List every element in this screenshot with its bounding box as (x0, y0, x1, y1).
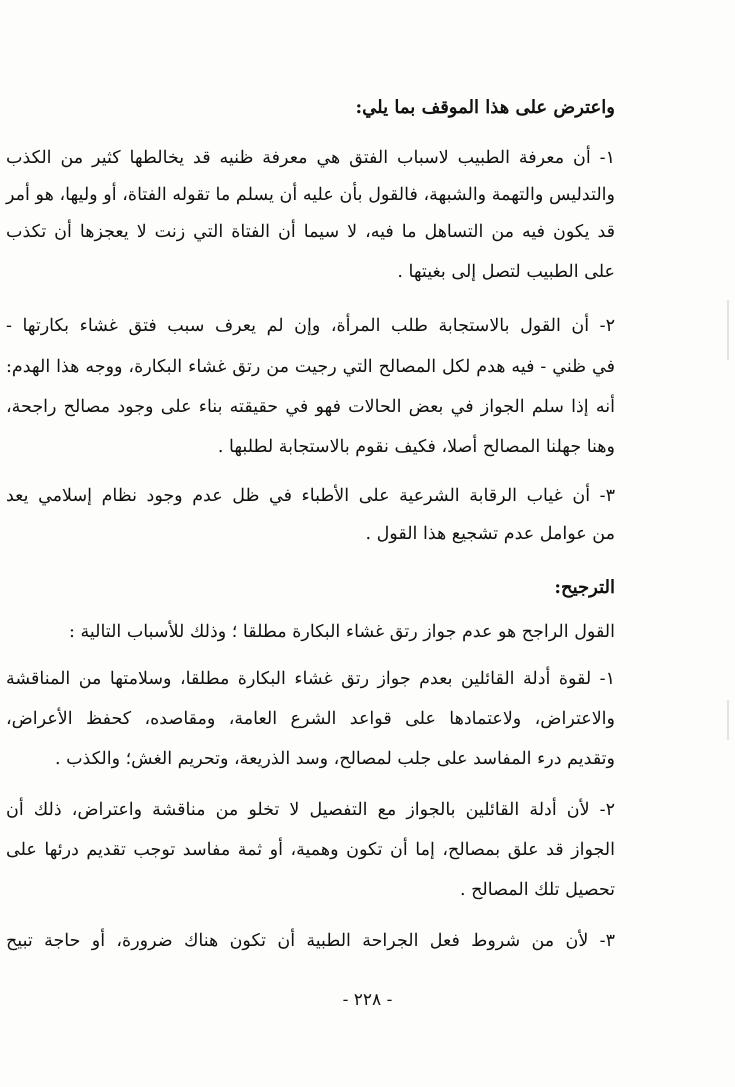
reason-2-line-3: تحصيل تلك المصالح . (460, 880, 615, 900)
reason-3-line-1: ٣- لأن من شروط فعل الجراحة الطبية أن تكون هناك ضرورة، أو حاجة تبيح (6, 931, 615, 951)
scan-edge-mark (727, 300, 729, 360)
reason-1-line-2: والاعتراض، ولاعتمادها على قواعد الشرع العامة، ومقاصده، كحفظ الأعراض، (6, 709, 615, 729)
heading-objection: واعترض على هذا الموقف بما يلي: (355, 97, 615, 118)
objection-1-line-4: على الطبيب لتصل إلى بغيتها . (397, 262, 615, 282)
objection-3-line-2: من عوامل عدم تشجيع هذا القول . (365, 524, 615, 544)
objection-1-line-1: ١- أن معرفة الطبيب لاسباب الفتق هي معرفة ظنيه قد يخالطها كثير من الكذب (6, 148, 615, 168)
objection-2-line-4: وهنا جهلنا المصالح أصلا، فكيف نقوم بالاستجابة لطلبها . (217, 437, 615, 457)
objection-3-line-1: ٣- أن غياب الرقابة الشرعية على الأطباء في ظل عدم وجود نظام إسلامي يعد (6, 486, 615, 506)
objection-2-line-2: في ظني - فيه هدم لكل المصالح التي رجيت من رتق غشاء البكارة، ووجه هذا الهدم: (6, 357, 615, 377)
reason-1-line-1: ١- لقوة أدلة القائلين بعدم جواز رتق غشاء البكارة مطلقا، وسلامتها من المناقشة (6, 669, 615, 689)
objection-2-line-1: ٢- أن القول بالاستجابة طلب المرأة، وإن لم يعرف سبب فتق غشاء بكارتها - (6, 316, 615, 336)
reason-1-line-3: وتقديم درء المفاسد على جلب لمصالح، وسد الذريعة، وتحريم الغش؛ والكذب . (54, 749, 615, 769)
page-number: - ٢٢٨ - (342, 990, 393, 1010)
reason-2-line-2: الجواز قد علق بمصالح، إما أن تكون وهمية، أو ثمة مفاسد توجب تقديم درئها على (6, 840, 615, 860)
objection-2-line-3: أنه إذا سلم الجواز في بعض الحالات فهو في حقيقته بناء على وجود مصالح راجحة، (6, 397, 615, 417)
scan-edge-mark (727, 700, 729, 740)
tarjih-intro: القول الراجح هو عدم جواز رتق غشاء البكارة مطلقا ؛ وذلك للأسباب التالية : (69, 622, 615, 642)
heading-tarjih: الترجيح: (554, 577, 615, 598)
objection-1-line-3: قد يكون فيه من التساهل ما فيه، لا سيما أن الفتاة التي زنت لا يعجزها أن تكذب (6, 222, 615, 242)
objection-1-line-2: والتدليس والتهمة والشبهة، فالقول بأن عليه أن يسلم ما تقوله الفتاة، أو وليها، هو أمر (6, 185, 615, 205)
reason-2-line-1: ٢- لأن أدلة القائلين بالجواز مع التفصيل لا تخلو من مناقشة واعتراض، ذلك أن (6, 800, 615, 820)
